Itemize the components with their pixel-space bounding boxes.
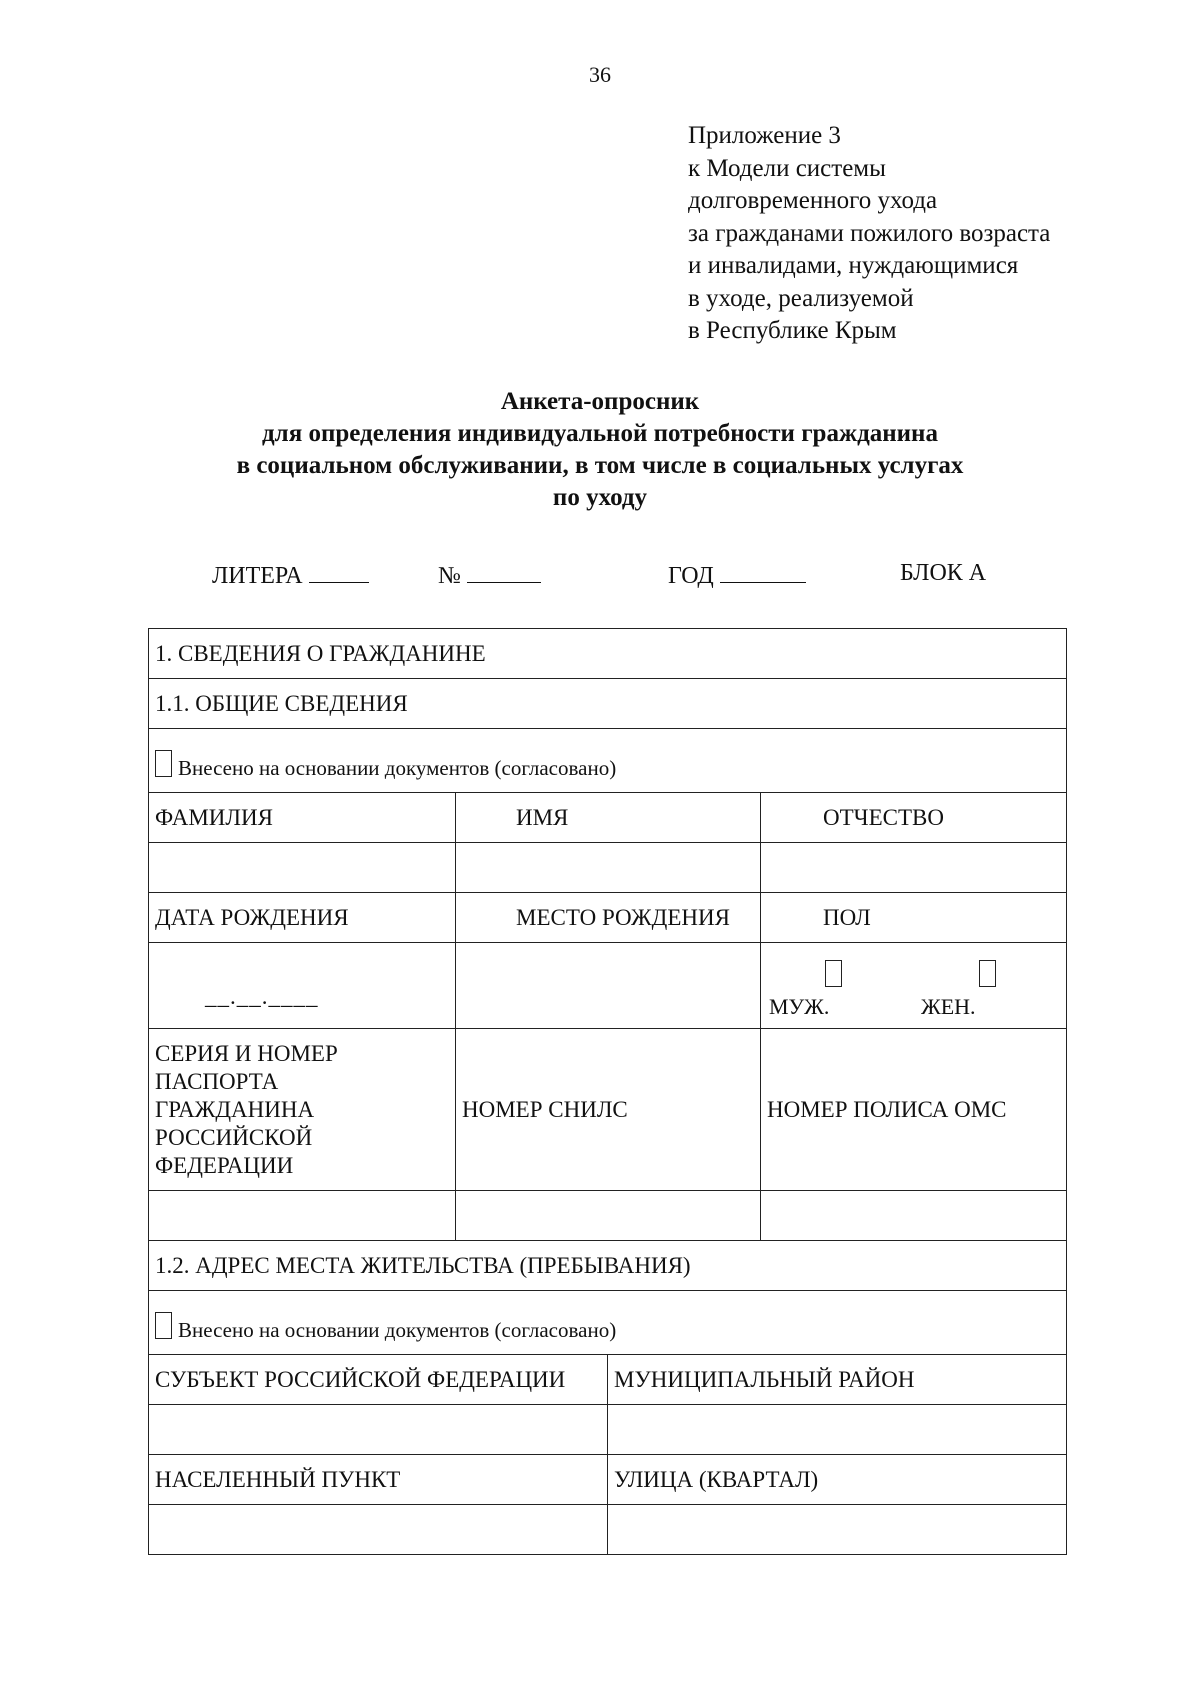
passport-label-line: ПАСПОРТА xyxy=(155,1068,279,1094)
appendix-note xyxy=(688,120,1050,348)
docs-confirmed-checkbox-2[interactable] xyxy=(155,1312,172,1339)
first-name-input[interactable] xyxy=(456,843,761,893)
settlement-label: НАСЕЛЕННЫЙ ПУНКТ xyxy=(149,1455,608,1505)
settlement-input[interactable] xyxy=(149,1505,608,1555)
table-row xyxy=(149,843,1067,893)
number-field xyxy=(438,560,541,590)
birth-place-input[interactable] xyxy=(456,943,761,1029)
appendix-line: Приложение 3 xyxy=(688,122,841,149)
year-input[interactable] xyxy=(720,560,806,583)
table-row xyxy=(149,1505,1067,1555)
patronymic-input[interactable] xyxy=(761,843,1067,893)
table-row xyxy=(149,1455,1067,1505)
page-number: 36 xyxy=(589,62,611,87)
title-line: для определения индивидуальной потребности гражданина xyxy=(262,420,938,447)
female-checkbox[interactable] xyxy=(979,960,996,987)
table-row xyxy=(149,729,1067,793)
snils-label: НОМЕР СНИЛС xyxy=(456,1029,761,1191)
table-row xyxy=(149,943,1067,1029)
docs-confirmed-row-2 xyxy=(149,1291,1067,1355)
first-name-label: ИМЯ xyxy=(456,793,761,843)
table-row xyxy=(149,1291,1067,1355)
appendix-line: долговременного ухода xyxy=(688,187,938,214)
citizen-form xyxy=(148,628,1067,1555)
oms-label: НОМЕР ПОЛИСА ОМС xyxy=(761,1029,1067,1191)
block-label: БЛОК А xyxy=(900,560,987,586)
appendix-line: и инвалидами, нуждающимися xyxy=(688,252,1019,279)
sex-label: ПОЛ xyxy=(761,893,1067,943)
number-label: № xyxy=(438,563,461,589)
appendix-line: в уходе, реализуемой xyxy=(688,284,914,312)
litera-field xyxy=(212,560,369,590)
surname-label: ФАМИЛИЯ xyxy=(149,793,456,843)
table-row xyxy=(149,1241,1067,1291)
title-line: в социальном обслуживании, в том числе в социальных услугах xyxy=(236,452,964,479)
street-input[interactable] xyxy=(608,1505,1067,1555)
birth-date-label: ДАТА РОЖДЕНИЯ xyxy=(149,893,456,943)
title-line: Анкета-опросник xyxy=(500,388,700,415)
section-1-header: 1. СВЕДЕНИЯ О ГРАЖДАНИНЕ xyxy=(149,629,1067,679)
sex-options-box xyxy=(761,944,1066,1028)
subject-rf-input[interactable] xyxy=(149,1405,608,1455)
male-checkbox[interactable] xyxy=(825,960,842,987)
passport-label-line: ФЕДЕРАЦИИ xyxy=(155,1152,294,1178)
passport-input[interactable] xyxy=(149,1191,456,1241)
sex-options xyxy=(761,943,1067,1029)
patronymic-label: ОТЧЕСТВО xyxy=(761,793,1067,843)
passport-label-line: ГРАЖДАНИНА xyxy=(155,1096,315,1122)
street-label: УЛИЦА (КВАРТАЛ) xyxy=(608,1455,1067,1505)
document-title xyxy=(0,386,1200,514)
surname-input[interactable] xyxy=(149,843,456,893)
municipal-district-label: МУНИЦИПАЛЬНЫЙ РАЙОН xyxy=(608,1355,1067,1405)
birth-date-input[interactable]: __.__.____ xyxy=(149,943,456,1029)
table-row xyxy=(149,1191,1067,1241)
number-input[interactable] xyxy=(467,560,541,583)
table-row xyxy=(149,793,1067,843)
title-line: по уходу xyxy=(552,484,648,511)
male-label: МУЖ. xyxy=(769,993,830,1019)
oms-input[interactable] xyxy=(761,1191,1067,1241)
litera-input[interactable] xyxy=(309,560,369,583)
appendix-line: к Модели системы xyxy=(688,154,886,182)
year-field xyxy=(668,560,806,590)
litera-label: ЛИТЕРА xyxy=(212,563,303,589)
appendix-line: за гражданами пожилого возраста xyxy=(688,219,1051,247)
table-row xyxy=(149,893,1067,943)
year-label: ГОД xyxy=(668,563,714,589)
snils-input[interactable] xyxy=(456,1191,761,1241)
table-row xyxy=(149,1355,1067,1405)
passport-label-line: РОССИЙСКОЙ xyxy=(155,1124,313,1150)
table-row xyxy=(149,1405,1067,1455)
table-row xyxy=(149,1029,1067,1191)
passport-label xyxy=(149,1029,456,1191)
passport-label-line: СЕРИЯ И НОМЕР xyxy=(155,1040,338,1066)
municipal-district-input[interactable] xyxy=(608,1405,1067,1455)
appendix-line: в Республике Крым xyxy=(688,317,897,344)
docs-confirmed-row-1 xyxy=(149,729,1067,793)
table-row xyxy=(149,679,1067,729)
table-row xyxy=(149,629,1067,679)
docs-confirmed-checkbox-1[interactable] xyxy=(155,750,172,777)
subject-rf-label: СУБЪЕКТ РОССИЙСКОЙ ФЕДЕРАЦИИ xyxy=(149,1355,608,1405)
female-label: ЖЕН. xyxy=(921,993,976,1019)
section-1-1-header: 1.1. ОБЩИЕ СВЕДЕНИЯ xyxy=(149,679,1067,729)
section-1-2-header: 1.2. АДРЕС МЕСТА ЖИТЕЛЬСТВА (ПРЕБЫВАНИЯ) xyxy=(149,1241,1067,1291)
docs-confirmed-label: Внесено на основании документов (согласовано) xyxy=(178,1318,617,1342)
docs-confirmed-label: Внесено на основании документов (согласовано) xyxy=(178,756,617,780)
birth-place-label: МЕСТО РОЖДЕНИЯ xyxy=(456,893,761,943)
